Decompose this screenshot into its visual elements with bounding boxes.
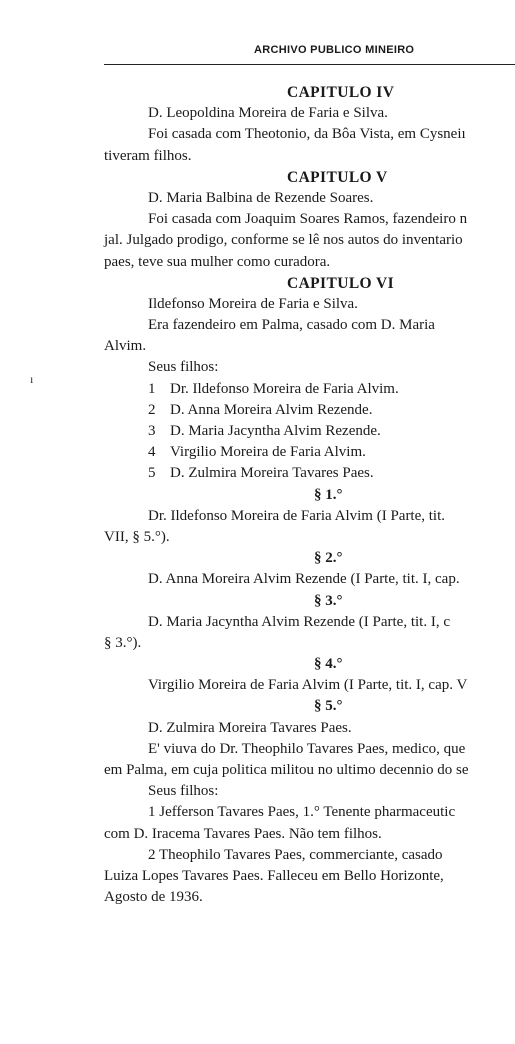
section-line: Luiza Lopes Tavares Paes. Falleceu em Bello Horizonte,: [104, 867, 444, 884]
running-head: ARCHIVO PUBLICO MINEIRO: [254, 44, 415, 56]
chapter-heading-vi: CAPITULO VI: [287, 274, 395, 292]
paragraph-line: Alvim.: [104, 338, 147, 355]
margin-mark: ı: [30, 372, 34, 386]
paragraph-line: Foi casada com Joaquim Soares Ramos, fazendeiro n: [148, 211, 468, 228]
section-line: 1 Jefferson Tavares Paes, 1.° Tenente pharmaceutic: [148, 804, 456, 821]
list-item-text: Dr. Ildefonso Moreira de Faria Alvim.: [170, 380, 399, 397]
paragraph-line: tiveram filhos.: [104, 147, 192, 164]
chapter-heading-iv: CAPITULO IV: [287, 84, 395, 101]
list-item-number: 1: [148, 380, 156, 397]
list-item-number: 3: [148, 423, 156, 439]
paragraph-line: paes, teve sua mulher como curadora.: [104, 253, 331, 270]
section-line: 2 Theophilo Tavares Paes, commerciante, casado: [148, 846, 443, 863]
paragraph-line: Era fazendeiro em Palma, casado com D. Maria: [148, 317, 435, 334]
section-line: em Palma, em cuja politica militou no ultimo decennio do se: [104, 762, 469, 778]
list-item-number: 5: [148, 465, 156, 482]
chapter-v-name: D. Maria Balbina de Rezende Soares.: [148, 189, 374, 206]
list-item: [104, 442, 515, 463]
section-mark: § 2.°: [314, 550, 343, 567]
section-mark: § 1.°: [314, 486, 343, 503]
list-item-number: 2: [148, 401, 156, 418]
section-mark: § 4.°: [314, 656, 343, 673]
children-label: Seus filhos:: [148, 359, 219, 376]
section-line: E' viuva do Dr. Theophilo Tavares Paes, medico, que: [148, 740, 466, 757]
paragraph-line: Foi casada com Theotonio, da Bôa Vista, em Cysneiı: [148, 126, 466, 143]
section-line: Dr. Ildefonso Moreira de Faria Alvim (I Parte, tit.: [148, 507, 446, 524]
page-body: [104, 82, 515, 908]
chapter-heading-v: CAPITULO V: [287, 168, 388, 186]
section-line: VII, § 5.°).: [104, 528, 170, 545]
list-item-text: D. Zulmira Moreira Tavares Paes.: [170, 465, 374, 482]
list-item-text: D. Anna Moreira Alvim Rezende.: [170, 401, 373, 418]
section-line: Agosto de 1936.: [104, 889, 203, 906]
list-item-number: 4: [148, 444, 156, 461]
section-mark: § 3.°: [314, 592, 343, 609]
page-header: [104, 40, 515, 65]
section-line: D. Maria Jacyntha Alvim Rezende (I Parte, tit. I, c: [148, 613, 450, 630]
paragraph-line: jal. Julgado prodigo, conforme se lê nos autos do inventario: [104, 232, 463, 249]
section-line: Seus filhos:: [148, 783, 219, 800]
chapter-iv-name: D. Leopoldina Moreira de Faria e Silva.: [148, 105, 388, 122]
section-mark: § 5.°: [314, 698, 343, 715]
list-item-text: Virgilio Moreira de Faria Alvim.: [170, 444, 366, 461]
list-item-text: D. Maria Jacyntha Alvim Rezende.: [170, 423, 381, 439]
section-line: Virgilio Moreira de Faria Alvim (I Parte, tit. I, cap. V: [148, 677, 468, 694]
section-line: com D. Iracema Tavares Paes. Não tem filhos.: [104, 825, 382, 842]
section-line: D. Zulmira Moreira Tavares Paes.: [148, 719, 352, 736]
chapter-vi-name: Ildefonso Moreira de Faria e Silva.: [148, 295, 358, 312]
section-line: D. Anna Moreira Alvim Rezende (I Parte, tit. I, cap.: [148, 571, 460, 588]
list-item: [104, 400, 515, 421]
list-item: [104, 379, 515, 400]
list-item: [104, 463, 515, 484]
list-item: [104, 421, 515, 442]
section-line: § 3.°).: [104, 634, 142, 651]
